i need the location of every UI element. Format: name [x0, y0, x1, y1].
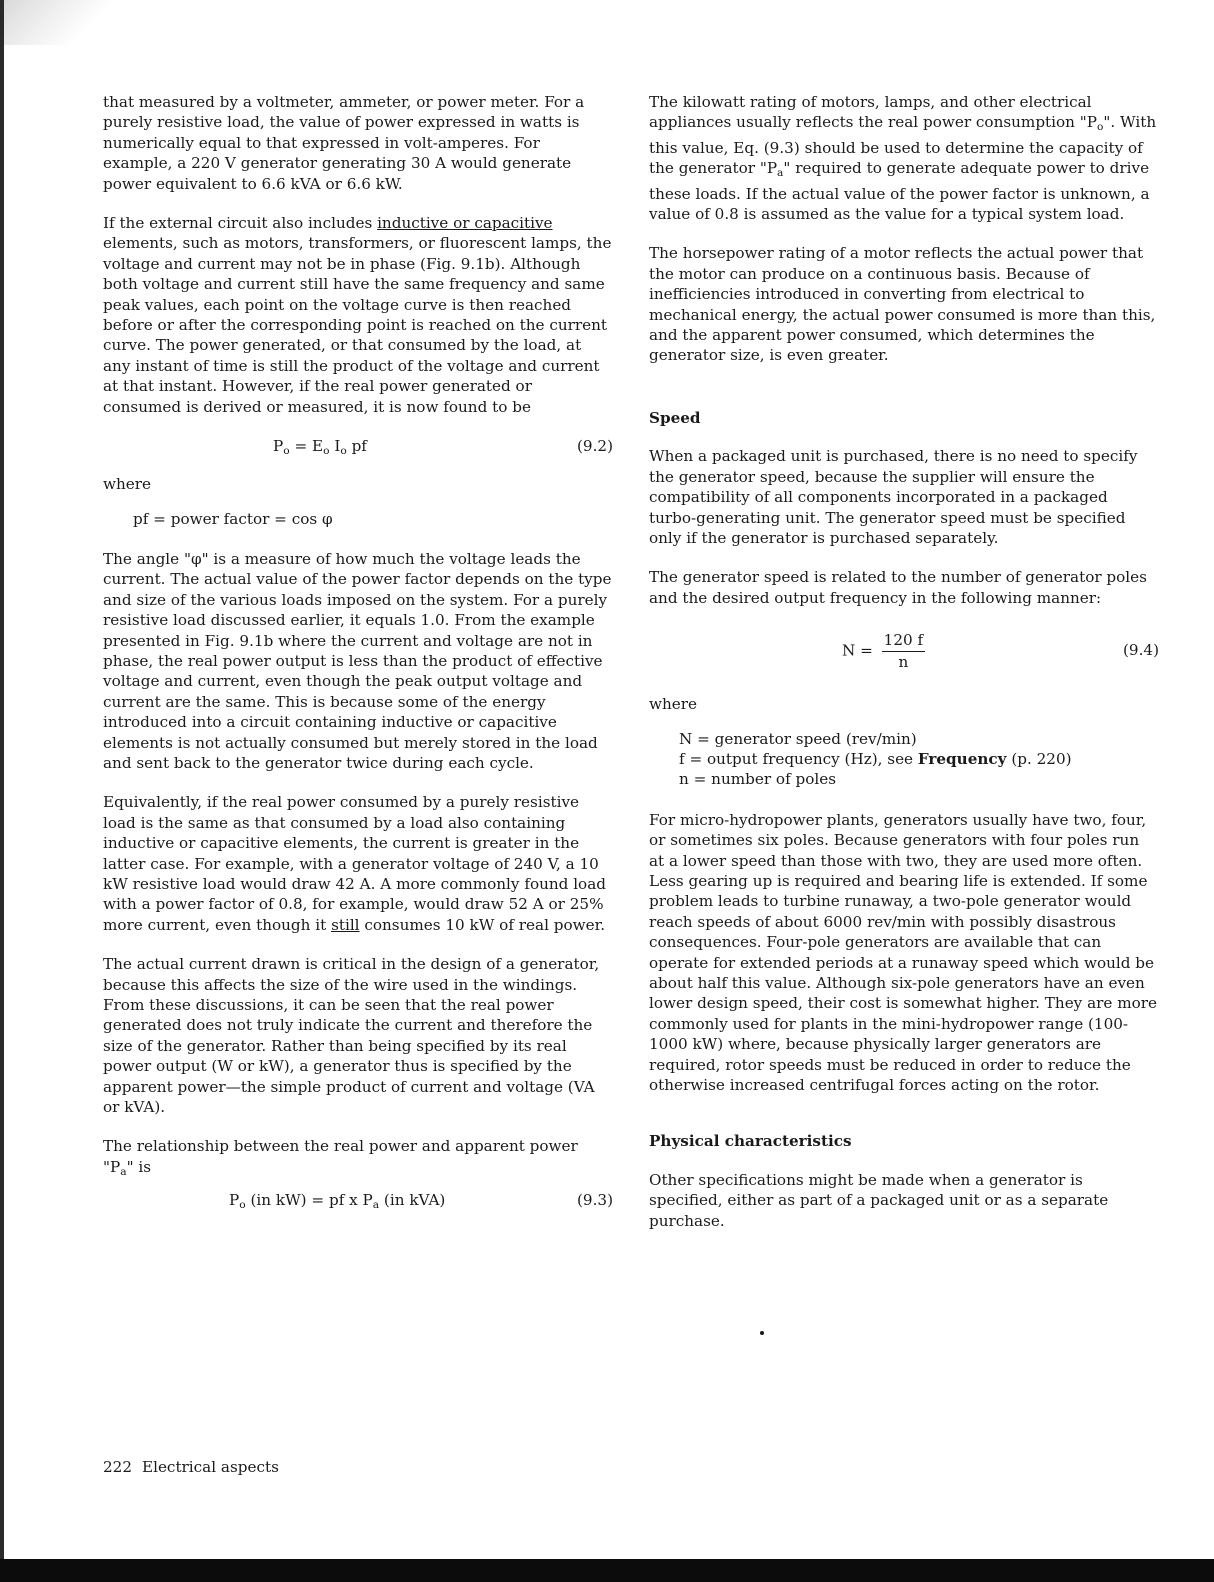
- text-run: If the external circuit also includes: [103, 214, 378, 233]
- equation-9-4: [649, 630, 1159, 674]
- underlined-text: inductive or capacitive: [377, 214, 553, 233]
- eq-symbol: N =: [842, 641, 878, 660]
- scan-speck: [760, 1331, 764, 1335]
- where-label: where: [649, 695, 698, 714]
- eq-symbol: (in kVA): [379, 1191, 446, 1210]
- eq-symbol: (in kW) = pf x P: [245, 1191, 373, 1210]
- page-footer: [103, 1458, 279, 1476]
- scan-artifact: [0, 0, 110, 45]
- underlined-text: still: [331, 915, 360, 934]
- eq-subscript: a: [120, 1164, 127, 1178]
- paragraph: For micro-hydropower plants, generators usually have two, four, or sometimes six poles. Because generators with four poles run at a lower speed than those with two, they are used more often. Less gearing up is required and bearing life is extended. If some problem leads to turbine runaway, a two-pole generator would reach speeds of about 6000 rev/min with possibly disastrous consequences. Four-pole generators are available that can operate for extended periods at a runaway speed which would be about half this value. Although six-pole generators have an even lower design speed, their cost is somewhat higher. They are more commonly used for plants in the mini-hydropower range (100-1000 kW) where, because physically larger generators are required, rotor speeds must be reduced in order to reduce the otherwise increased centrifugal forces acting on the rotor.: [649, 810, 1158, 1095]
- text-run: ". With this value, Eq. (9.3) should be used to determine the capacity of the generator "P: [649, 113, 1157, 178]
- eq-subscript: o: [1096, 120, 1104, 134]
- cross-reference: Frequency: [917, 749, 1007, 768]
- scan-edge-bottom: [0, 1559, 1214, 1582]
- eq-subscript: o: [323, 444, 330, 458]
- text-run: The kilowatt rating of motors, lamps, and other electrical appliances usually reflects the real power consumption "P: [649, 93, 1097, 132]
- definition-n: n = number of poles: [679, 770, 837, 789]
- paragraph: that measured by a voltmeter, ammeter, or power meter. For a purely resistive load, the value of power expressed in watts is numerically equal to that expressed in volt-amperes. For example, a 220 V generator generating 30 A would generate power equivalent to 6.6 kVA or 6.6 kW.: [103, 93, 585, 193]
- paragraph: The actual current drawn is critical in the design of a generator, because this affects the size of the wire used in the windings. From these discussions, it can be seen that the real power generated does not truly indicate the current and therefore the size of the generator. Rather than being specified by its real power output (W or kW), a generator thus is specified by the apparent power—the simple product of current and voltage (VA or kVA).: [103, 955, 600, 1117]
- eq-symbol: pf: [346, 437, 367, 456]
- equation-9-3: [103, 1190, 613, 1212]
- text-run: elements, such as motors, transformers, or fluorescent lamps, the voltage and current may not be in phase (Fig. 9.1b). Although both voltage and current still have the same frequency and same peak values, each point on the voltage curve is then reached before or after the corresponding point is reached on the current curve. The power generated, or that consumed by the load, at any instant of time is still the product of the voltage and current at that instant. However, if the real power generated or consumed is derived or measured, it is now found to be: [103, 234, 612, 416]
- right-column: [649, 92, 1159, 1250]
- eq-symbol: P: [229, 1191, 240, 1210]
- equation-number: (9.2): [576, 437, 613, 456]
- text-run: consumes 10 kW of real power.: [359, 915, 606, 934]
- definition-f: [649, 749, 1159, 769]
- text-run: " required to generate adequate power to drive these loads. If the actual value of the power factor is unknown, a value of 0.8 is assumed as the value for a typical system load.: [649, 159, 1150, 224]
- paragraph: [103, 1136, 613, 1182]
- definition-pf: pf = power factor = cos φ: [133, 509, 333, 528]
- paragraph: Other specifications might be made when a generator is specified, either as part of a packaged unit or as a separate purchase.: [649, 1170, 1109, 1230]
- equation-body: [229, 1190, 445, 1215]
- text-run: Equivalently, if the real power consumed by a purely resistive load is the same as that consumed by a load also containing inductive or capacitive elements, the current is greater in the latter case. For example, with a generator voltage of 240 V, a 10 kW resistive load would draw 42 A. A more commonly found load with a power factor of 0.8, for example, would draw 52 A or 25% more current, even though it: [103, 793, 606, 934]
- equation-body: [842, 630, 925, 672]
- eq-symbol: I: [329, 437, 341, 456]
- eq-subscript: a: [372, 1198, 380, 1212]
- page-number: 222: [103, 1458, 132, 1476]
- paragraph: When a packaged unit is purchased, there is no need to specify the generator speed, because the supplier will ensure the compatibility of all components incorporated in a packaged turbo-generating unit. The generator speed must be specified only if the generator is purchased separately.: [649, 447, 1138, 547]
- where-label: where: [103, 475, 152, 494]
- paragraph: The horsepower rating of a motor reflects the actual power that the motor can produce on a continuous basis. Because of inefficiencies introduced in converting from electrical to mechanical energy, the actual power consumed is more than this, and the apparent power consumed, which determines the generator size, is even greater.: [649, 244, 1156, 365]
- paragraph: [103, 213, 613, 417]
- running-section-title: Electrical aspects: [142, 1458, 279, 1476]
- paragraph: [103, 792, 613, 935]
- definition-list: [103, 509, 613, 529]
- fraction-numerator: 120 f: [882, 630, 925, 651]
- scan-edge-left: [0, 0, 4, 1582]
- text-run: The relationship between the real power and apparent power "P: [103, 1137, 578, 1176]
- text-run: " is: [126, 1157, 152, 1176]
- paragraph: The generator speed is related to the number of generator poles and the desired output frequency in the following manner:: [649, 568, 1147, 607]
- equation-number: (9.4): [1122, 641, 1159, 660]
- equation-body: [273, 436, 367, 461]
- text-run: (p. 220): [1006, 749, 1072, 768]
- equation-number: (9.3): [576, 1191, 613, 1210]
- text-run: f = output frequency (Hz), see: [679, 749, 918, 768]
- eq-subscript: o: [283, 444, 290, 458]
- eq-symbol: P: [273, 437, 284, 456]
- paragraph: The angle "φ" is a measure of how much the voltage leads the current. The actual value of the power factor depends on the type and size of the various loads imposed on the system. For a purely resistive load discussed earlier, it equals 1.0. From the example presented in Fig. 9.1b where the current and voltage are not in phase, the real power output is less than the product of effective voltage and current, even though the peak output voltage and current are the same. This is because some of the energy introduced into a circuit containing inductive or capacitive elements is not actually consumed but merely stored in the load and sent back to the generator twice during each cycle.: [103, 549, 612, 772]
- eq-subscript: a: [777, 166, 784, 180]
- section-heading-physical: Physical characteristics: [649, 1132, 852, 1151]
- definition-N: N = generator speed (rev/min): [679, 729, 917, 748]
- fraction-denominator: n: [898, 652, 909, 671]
- equation-9-2: [103, 436, 613, 458]
- fraction: [882, 630, 925, 672]
- section-heading-speed: Speed: [649, 408, 701, 427]
- left-column: [103, 92, 613, 1228]
- paragraph: [649, 92, 1159, 224]
- definition-list: [649, 729, 1159, 790]
- eq-subscript: o: [239, 1198, 246, 1212]
- eq-symbol: = E: [289, 437, 324, 456]
- eq-subscript: o: [340, 444, 347, 458]
